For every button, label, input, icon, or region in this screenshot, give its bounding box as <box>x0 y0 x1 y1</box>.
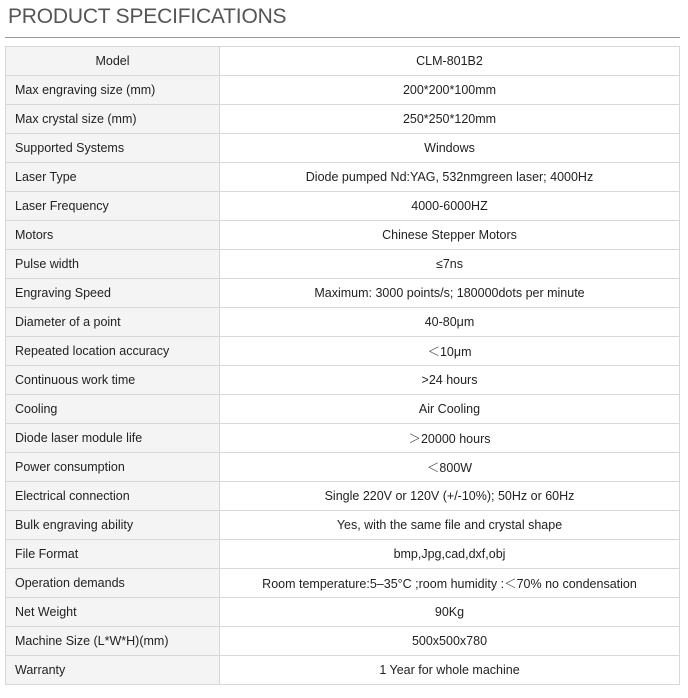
table-row <box>6 453 680 482</box>
spec-value: Windows <box>220 134 680 163</box>
table-row <box>6 627 680 656</box>
spec-value: CLM-801B2 <box>220 47 680 76</box>
spec-value: 200*200*100mm <box>220 76 680 105</box>
spec-label: Engraving Speed <box>6 279 220 308</box>
table-row <box>6 163 680 192</box>
spec-value: ＞20000 hours <box>220 424 680 453</box>
table-row <box>6 134 680 163</box>
spec-label: Supported Systems <box>6 134 220 163</box>
table-row <box>6 540 680 569</box>
spec-value: Maximum: 3000 points/s; 180000dots per minute <box>220 279 680 308</box>
spec-value: 40-80μm <box>220 308 680 337</box>
spec-value: Single 220V or 120V (+/-10%); 50Hz or 60Hz <box>220 482 680 511</box>
spec-label: Diode laser module life <box>6 424 220 453</box>
table-row <box>6 395 680 424</box>
spec-value: ≤7ns <box>220 250 680 279</box>
title-divider <box>5 37 680 38</box>
spec-value: Diode pumped Nd:YAG, 532nmgreen laser; 4000Hz <box>220 163 680 192</box>
table-row <box>6 569 680 598</box>
table-row <box>6 598 680 627</box>
spec-label: Laser Frequency <box>6 192 220 221</box>
spec-value: ＜800W <box>220 453 680 482</box>
table-row <box>6 192 680 221</box>
spec-value: Room temperature:5–35°C ;room humidity :＜70% no condensation <box>220 569 680 598</box>
spec-label: Power consumption <box>6 453 220 482</box>
spec-label: Laser Type <box>6 163 220 192</box>
spec-label: Model <box>6 47 220 76</box>
table-row <box>6 511 680 540</box>
spec-label: Machine Size (L*W*H)(mm) <box>6 627 220 656</box>
spec-label: Operation demands <box>6 569 220 598</box>
table-row <box>6 656 680 685</box>
spec-value: 1 Year for whole machine <box>220 656 680 685</box>
spec-label: Motors <box>6 221 220 250</box>
table-row <box>6 482 680 511</box>
spec-label: Pulse width <box>6 250 220 279</box>
spec-value: ＜10μm <box>220 337 680 366</box>
spec-value: 4000-6000HZ <box>220 192 680 221</box>
table-row <box>6 337 680 366</box>
spec-label: Cooling <box>6 395 220 424</box>
table-header-row <box>6 47 680 76</box>
spec-value: bmp,Jpg,cad,dxf,obj <box>220 540 680 569</box>
spec-value: >24 hours <box>220 366 680 395</box>
table-row <box>6 76 680 105</box>
spec-label: Net Weight <box>6 598 220 627</box>
spec-label: Electrical connection <box>6 482 220 511</box>
table-row <box>6 424 680 453</box>
specifications-table <box>5 46 680 685</box>
spec-label: Bulk engraving ability <box>6 511 220 540</box>
spec-label: Diameter of a point <box>6 308 220 337</box>
spec-value: Air Cooling <box>220 395 680 424</box>
spec-value: 250*250*120mm <box>220 105 680 134</box>
table-row <box>6 279 680 308</box>
spec-value: Chinese Stepper Motors <box>220 221 680 250</box>
spec-label: Max engraving size (mm) <box>6 76 220 105</box>
spec-label: Repeated location accuracy <box>6 337 220 366</box>
spec-value: Yes, with the same file and crystal shape <box>220 511 680 540</box>
table-row <box>6 308 680 337</box>
spec-label: Max crystal size (mm) <box>6 105 220 134</box>
table-row <box>6 221 680 250</box>
spec-value: 500x500x780 <box>220 627 680 656</box>
table-row <box>6 366 680 395</box>
table-row <box>6 105 680 134</box>
table-row <box>6 250 680 279</box>
spec-label: File Format <box>6 540 220 569</box>
page-title: PRODUCT SPECIFICATIONS <box>8 5 287 28</box>
spec-label: Continuous work time <box>6 366 220 395</box>
spec-label: Warranty <box>6 656 220 685</box>
spec-value: 90Kg <box>220 598 680 627</box>
